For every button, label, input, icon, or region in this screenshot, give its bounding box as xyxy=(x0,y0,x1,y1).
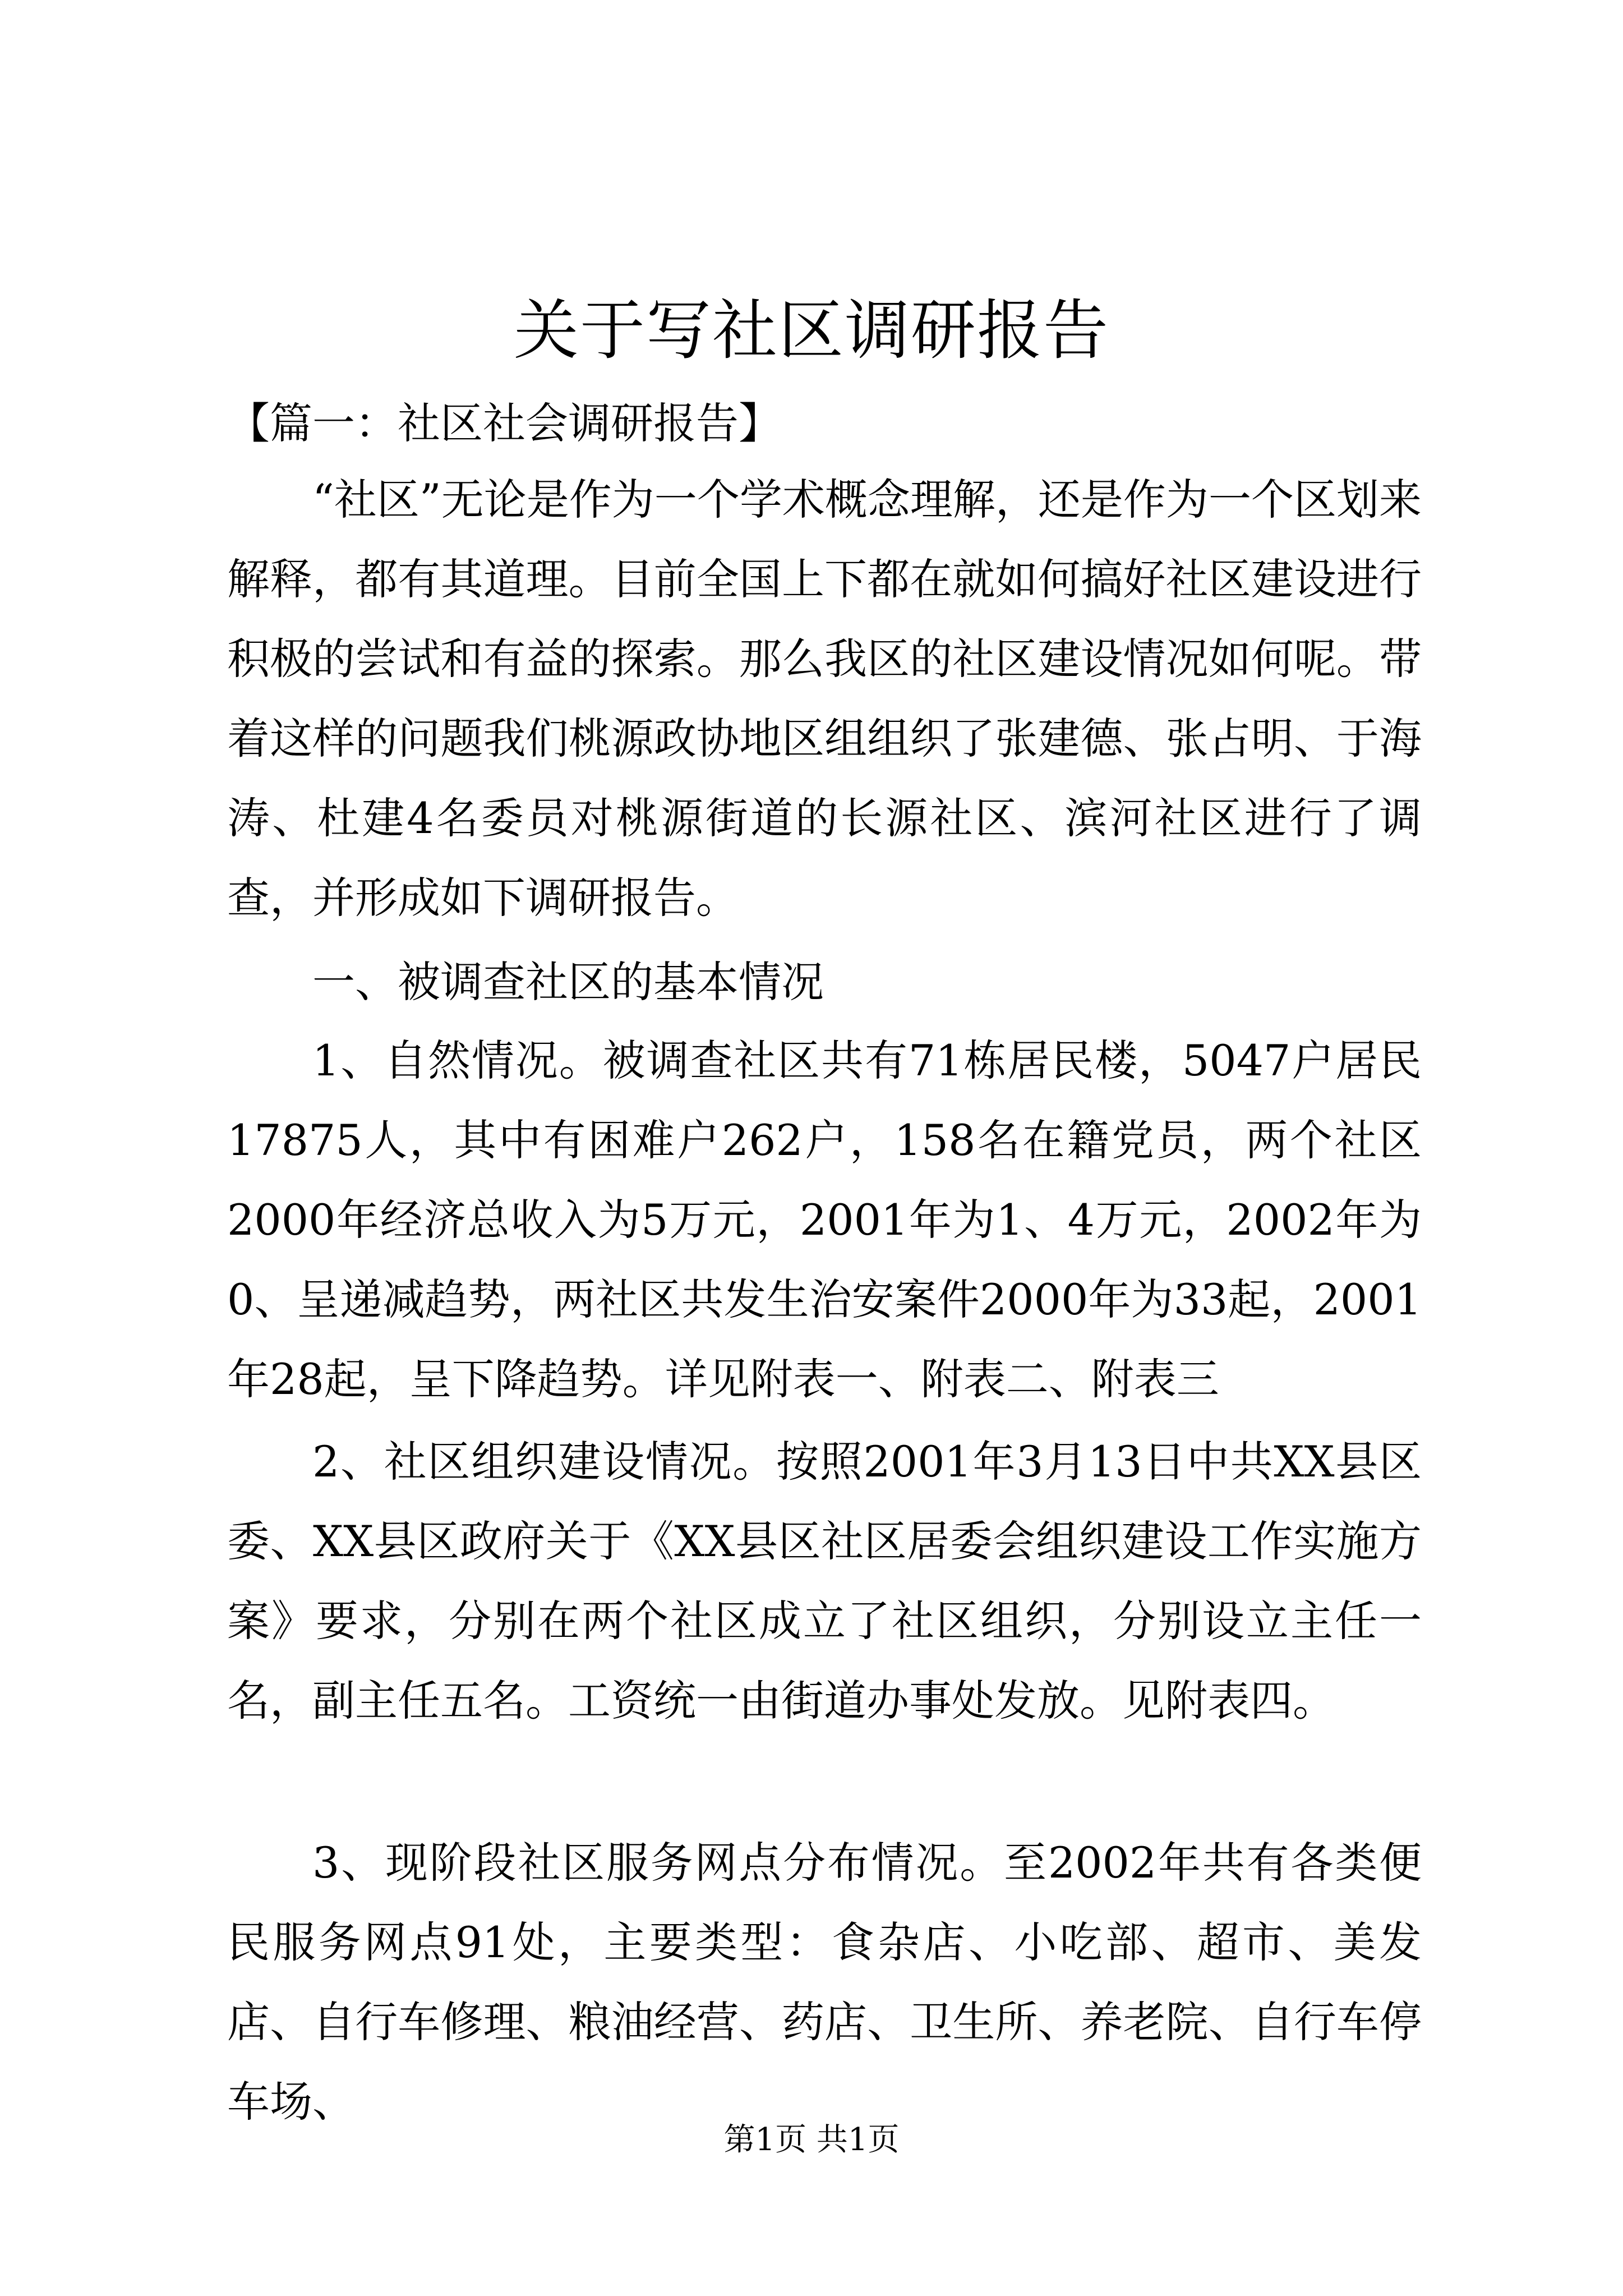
document-title: 关于写社区调研报告 xyxy=(514,293,1109,369)
subheading-basic-situation: 一、被调查社区的基本情况 xyxy=(312,957,824,1007)
paragraph-intro: “社区”无论是作为一个学术概念理解，还是作为一个区划来解释，都有其道理。目前全国上下都在就如何搞好社区建设进行积极的尝试和有益的探索。那么我区的社区建设情况如何呢。带着这样的问题我们桃源政协地区组组织了张建德、张占明、于海涛、杜建4名委员对桃源街道的长源社区、滨河社区进行了调查，并形成如下调研报告。 xyxy=(227,475,1422,923)
section-label: 【篇一：社区社会调研报告】 xyxy=(227,398,781,448)
paragraph-service-points: 3、现阶段社区服务网点分布情况。至2002年共有各类便民服务网点91处，主要类型：食杂店、小吃部、超市、美发店、自行车修理、粮油经营、药店、卫生所、养老院、自行车停车场、 xyxy=(227,1838,1422,2127)
paragraph-natural-situation: 1、自然情况。被调查社区共有71栋居民楼，5047户居民17875人，其中有困难户262户，158名在籍党员，两个社区2000年经济总收入为5万元，2001年为1、4万元，2002年为0、呈递减趋势，两社区共发生治安案件2000年为33起，2001年28起，呈下降趋势。详见附表一、附表二、附表三 xyxy=(227,1036,1422,1404)
paragraph-organization: 2、社区组织建设情况。按照2001年3月13日中共XX县区委、XX县区政府关于《XX县区社区居委会组织建设工作实施方案》要求，分别在两个社区成立了社区组织，分别设立主任一名，副主任五名。工资统一由街道办事处发放。见附表四。 xyxy=(227,1437,1422,1726)
page-footer: 第1页 共1页 xyxy=(723,2122,900,2158)
